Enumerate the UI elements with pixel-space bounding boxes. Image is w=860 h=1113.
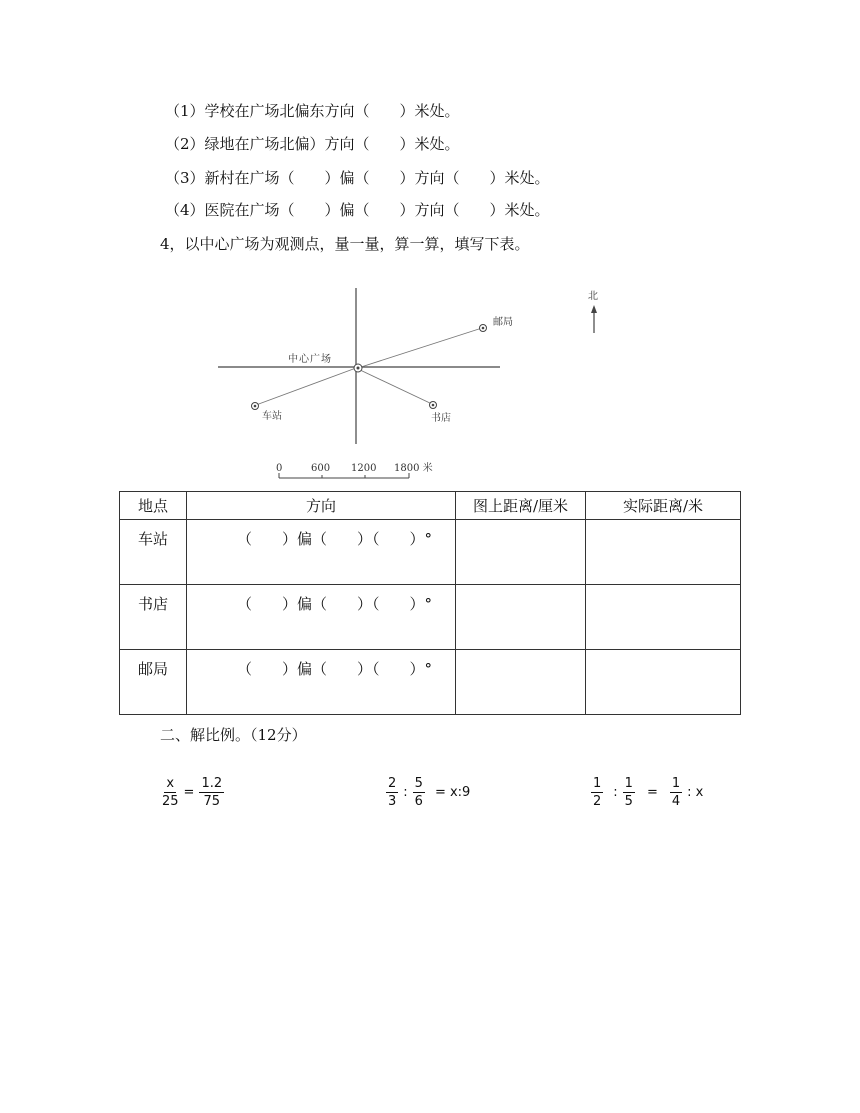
fraction: $\frac{1}{5}$ xyxy=(624,776,633,809)
station-marker xyxy=(252,403,259,410)
header-real-distance: 实际距离/米 xyxy=(586,492,741,520)
center-square-label: 中心广场 xyxy=(288,354,332,365)
row-place: 车站 xyxy=(120,520,187,585)
table-row xyxy=(120,585,741,650)
map-distance-cell[interactable] xyxy=(456,520,586,585)
ray-to-post-office xyxy=(358,328,482,368)
row-place: 邮局 xyxy=(120,650,187,715)
fraction: $\frac{5}{6}$ xyxy=(414,776,423,809)
bookstore-label: 书店 xyxy=(431,413,451,424)
row-direction-cell xyxy=(187,585,456,650)
direction-table xyxy=(119,491,741,715)
center-square-marker xyxy=(354,364,362,372)
ray-to-station xyxy=(256,368,356,405)
ray-to-bookstore xyxy=(358,369,432,404)
question-3: （3）新村在广场（ ）偏（ ）方向（ ）米处。 xyxy=(165,169,550,187)
real-distance-cell[interactable] xyxy=(586,520,741,585)
direction-map-diagram xyxy=(210,282,630,482)
fraction: $\frac{1}{4}$ xyxy=(671,776,681,809)
north-label: 北 xyxy=(588,291,598,302)
table-row xyxy=(120,650,741,715)
map-distance-cell[interactable] xyxy=(456,585,586,650)
fraction: $\frac{x}{25}$ xyxy=(162,776,179,809)
header-direction: 方向 xyxy=(187,492,456,520)
question-4: （4）医院在广场（ ）偏（ ）方向（ ）米处。 xyxy=(165,201,550,219)
equation-2: $\frac{2}{3}$ : $\frac{5}{6}$ = x:9 xyxy=(388,776,471,809)
task-4-instruction: 4，以中心广场为观测点，量一量，算一算，填写下表。 xyxy=(160,235,530,253)
real-distance-cell[interactable] xyxy=(586,585,741,650)
header-map-distance: 图上距离/厘米 xyxy=(456,492,586,520)
row-direction: （ ）偏（ ）（ ）° xyxy=(237,530,433,548)
row-place: 书店 xyxy=(120,585,187,650)
scale-label-1200: 1200 xyxy=(351,463,377,474)
scale-bar xyxy=(279,473,409,478)
scale-label-600: 600 xyxy=(311,463,331,474)
question-2: （2）绿地在广场北偏）方向（ ）米处。 xyxy=(165,135,460,153)
post-office-label: 邮局 xyxy=(493,317,513,328)
fraction: $\frac{1.2}{75}$ xyxy=(201,776,223,809)
fraction: $\frac{1}{2}$ xyxy=(593,776,602,809)
table-header-row xyxy=(120,492,741,520)
fraction: $\frac{2}{3}$ xyxy=(388,776,397,809)
question-1: （1）学校在广场北偏东方向（ ）米处。 xyxy=(165,102,460,120)
equation-3: $\frac{1}{2}$ : $\frac{1}{5}$ = $\frac{1}{4}$ : x xyxy=(593,776,704,809)
header-place: 地点 xyxy=(120,492,187,520)
section-2-heading: 二、解比例。（12分） xyxy=(160,726,307,744)
station-label: 车站 xyxy=(262,411,282,422)
post-office-marker xyxy=(480,325,487,332)
row-direction-cell xyxy=(187,650,456,715)
table-row xyxy=(120,520,741,585)
map-distance-cell[interactable] xyxy=(456,650,586,715)
row-direction: （ ）偏（ ）（ ）° xyxy=(237,595,433,613)
row-direction: （ ）偏（ ）（ ）° xyxy=(237,660,433,678)
scale-label-0: 0 xyxy=(276,463,283,474)
real-distance-cell[interactable] xyxy=(586,650,741,715)
bookstore-marker xyxy=(430,402,437,409)
equation-1: $\frac{x}{25}$ = $\frac{1.2}{75}$ xyxy=(162,776,223,809)
row-direction-cell xyxy=(187,520,456,585)
scale-label-1800: 1800 米 xyxy=(394,463,433,474)
